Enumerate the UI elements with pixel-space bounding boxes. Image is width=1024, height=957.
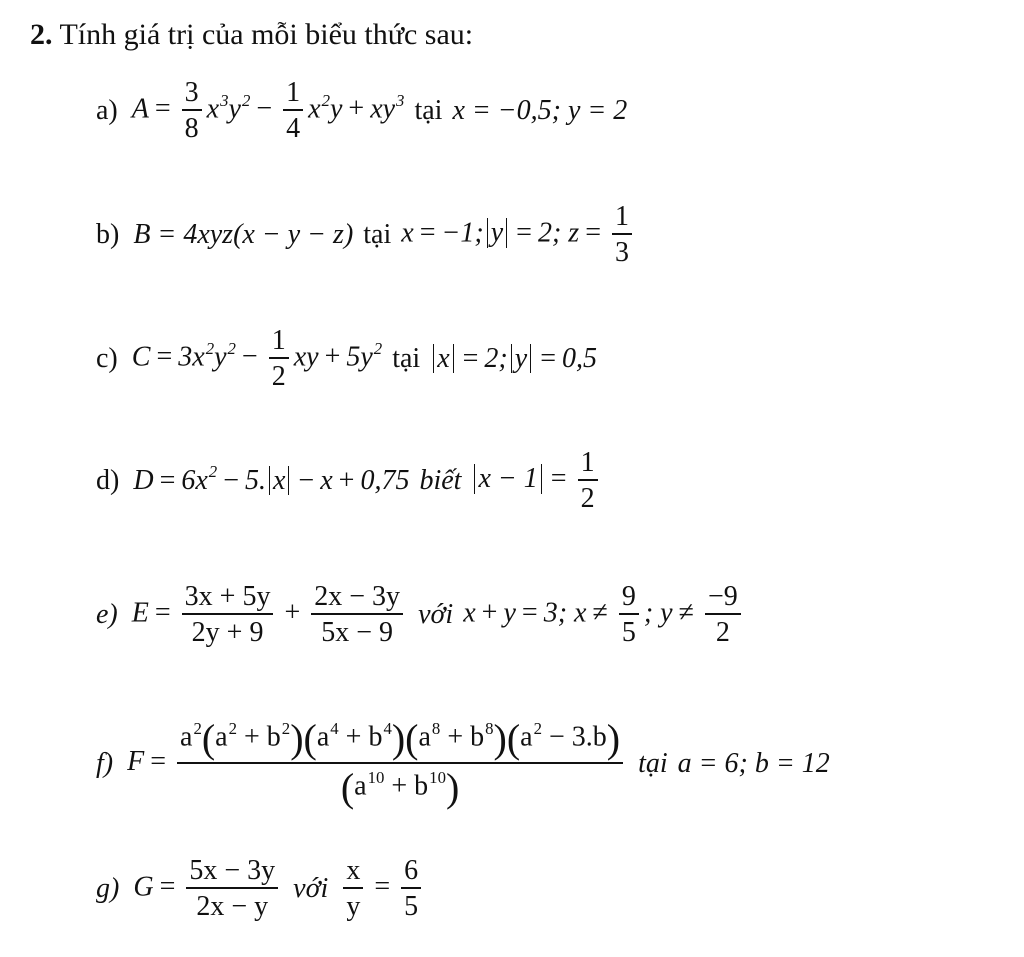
problem-d xyxy=(96,448,603,514)
condition-c: x = 2; y = 0,5 xyxy=(430,343,597,375)
problem-label-c: c) xyxy=(96,342,118,374)
condition-b: x = −1; y = 2; z = $\frac{1}{3}$ xyxy=(401,202,637,268)
expression-f: F = $\frac{a^2(a^2 + b^2)(a^4 + b^4)(a^8 + b^8)(a^2 - 3.b)}{(a^{10} + b^{10})}$ xyxy=(127,718,628,809)
problem-label-g: g) xyxy=(96,872,120,904)
problem-b xyxy=(96,202,637,268)
problem-label-e: e) xyxy=(96,598,118,630)
condition-a: x = −0,5; y = 2 xyxy=(452,94,628,126)
problem-f xyxy=(96,718,830,809)
condition-word-e: với xyxy=(418,598,454,630)
expression-b: B = 4xyz(x − y − z) xyxy=(133,218,354,250)
problem-c xyxy=(96,326,597,392)
condition-f: a = 6; b = 12 xyxy=(677,747,830,779)
problem-label-b: b) xyxy=(96,218,120,250)
expression-c: $C = 3x^2y^2$ − $\frac{1}{2}$ xy + $5y^2$ xyxy=(131,325,383,393)
condition-d: x − 1 = $\frac{1}{2}$ xyxy=(471,448,602,514)
expression-e: E = $\frac{3x + 5y}{2y + 9}$ + $\frac{2x - 3y}{5x - 9}$ xyxy=(132,582,408,648)
condition-word-b: tại xyxy=(363,218,392,250)
condition-word-c: tại xyxy=(392,342,421,374)
problem-a xyxy=(96,78,627,144)
exercise-title: Tính giá trị của mỗi biểu thức sau: xyxy=(59,18,474,51)
condition-word-a: tại xyxy=(414,94,443,126)
condition-word-g: với xyxy=(293,872,329,904)
expression-g: G = $\frac{5x - 3y}{2x - y}$ xyxy=(133,856,283,922)
exercise-heading xyxy=(30,18,473,52)
problem-e xyxy=(96,582,746,648)
problem-label-f: f) xyxy=(96,747,114,779)
problem-label-a: a) xyxy=(96,94,118,126)
expression-d: $D = 6x^2 - 5$. x − x + 0,75 xyxy=(133,462,410,496)
condition-g: $\frac{x}{y}$ = $\frac{6}{5}$ xyxy=(338,856,426,922)
condition-word-d: biết xyxy=(419,464,462,496)
problem-g xyxy=(96,856,426,922)
condition-word-f: tại xyxy=(638,747,668,779)
problem-label-d: d) xyxy=(96,464,120,496)
exercise-number: 2. xyxy=(30,18,53,51)
condition-e: x + y = 3; x ≠ $\frac{9}{5}$ ; y ≠ $\frac{-9}{2}$ xyxy=(463,582,746,648)
expression-a: A = $\frac{3}{8}$ $x^3y^2$ − $\frac{1}{4}$ $x^2y + xy^3$ xyxy=(131,77,405,145)
